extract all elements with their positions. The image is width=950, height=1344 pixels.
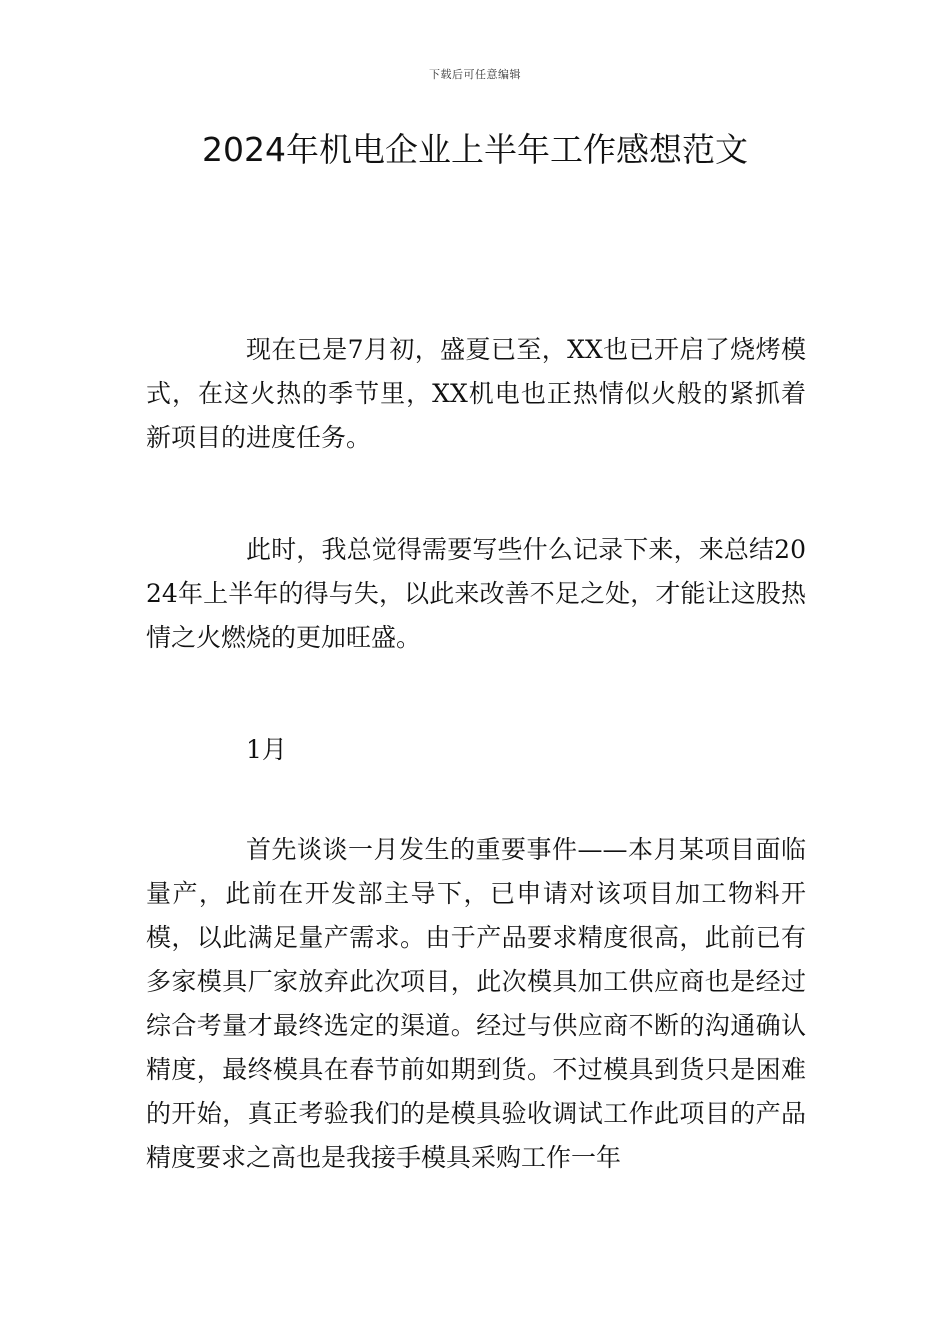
section-heading-january: 1月	[246, 735, 287, 764]
document-title: 2024年机电企业上半年工作感想范文	[202, 130, 748, 169]
paragraph-intro: 现在已是7月初，盛夏已至，XX也已开启了烧烤模式，在这火热的季节里，XX机电也正热情似火般的紧抓着新项目的进度任务。	[146, 335, 806, 452]
paragraph-summary: 此时，我总觉得需要写些什么记录下来，来总结2024年上半年的得与失，以此来改善不足之处，才能让这股热情之火燃烧的更加旺盛。	[146, 535, 806, 652]
header-note: 下载后可任意编辑	[429, 68, 521, 81]
paragraph-january: 首先谈谈一月发生的重要事件——本月某项目面临量产，此前在开发部主导下，已申请对该项目加工物料开模，以此满足量产需求。由于产品要求精度很高，此前已有多家模具厂家放弃此次项目，此次模具加工供应商也是经过综合考量才最终选定的渠道。经过与供应商不断的沟通确认精度，最终模具在春节前如期到货。不过模具到货只是困难的开始，真正考验我们的是模具验收调试工作此项目的产品精度要求之高也是我接手模具采购工作一年	[146, 835, 806, 1172]
